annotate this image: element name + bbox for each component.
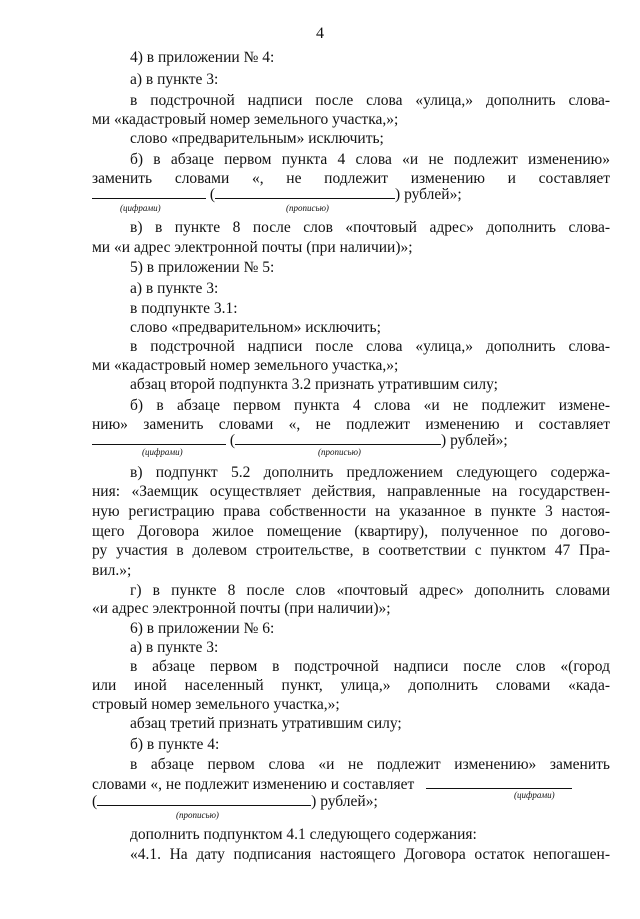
text-line: в) в пункте 8 после слов «почтовый адрес» дополнить слова- bbox=[130, 219, 610, 236]
text-line: слово «предварительным» исключить; bbox=[130, 130, 384, 147]
text-line: ми «и адрес электронной почты (при наличии)»; bbox=[92, 239, 413, 256]
text-line: а) в пункте 3: bbox=[130, 71, 219, 88]
text-line: или иной населенный пункт, улица,» дополнить словами «када- bbox=[92, 677, 610, 694]
text-fragment: ) рублей»; bbox=[395, 186, 462, 203]
text-line: в подпункте 3.1: bbox=[130, 300, 238, 317]
caption-words: (прописью) bbox=[318, 447, 361, 457]
caption-words: (прописью) bbox=[176, 810, 219, 820]
text-fragment: ) рублей»; bbox=[441, 432, 508, 449]
digits-blank bbox=[426, 774, 572, 789]
text-fragment: ) рублей»; bbox=[311, 793, 378, 810]
digits-blank bbox=[92, 184, 206, 199]
text-line: вил.»; bbox=[92, 562, 132, 579]
text-line: ния: «Заемщик осуществляет действия, направленные на государствен- bbox=[92, 483, 610, 500]
text-line: в) подпункт 5.2 дополнить предложением следующего содержа- bbox=[130, 464, 610, 481]
text-line: ную регистрацию права собственности на указанное в пункте 3 настоя- bbox=[92, 503, 610, 520]
words-blank bbox=[97, 791, 311, 806]
text-line: «и адрес электронной почты (при наличии)»; bbox=[92, 600, 391, 617]
text-line: 4) в приложении № 4: bbox=[130, 49, 275, 66]
text-line: ру участия в долевом строительстве, в соответствии с пунктом 47 Пра- bbox=[92, 542, 610, 559]
text-fragment: ( bbox=[92, 793, 98, 810]
text-fragment: ( bbox=[209, 186, 216, 203]
text-line: стровый номер земельного участка,»; bbox=[92, 696, 340, 713]
text-line: 5) в приложении № 5: bbox=[130, 259, 275, 276]
words-blank bbox=[235, 430, 441, 445]
caption-digits: (цифрами) bbox=[120, 203, 161, 213]
digits-blank bbox=[92, 430, 226, 445]
text-line: абзац третий признать утратившим силу; bbox=[130, 715, 402, 732]
text-line: в абзаце первом в подстрочной надписи после слов «(город bbox=[130, 658, 610, 675]
caption-digits: (цифрами) bbox=[142, 447, 183, 457]
caption-digits: (цифрами) bbox=[514, 790, 555, 800]
text-line: дополнить подпунктом 4.1 следующего содержания: bbox=[130, 826, 477, 843]
text-line: в подстрочной надписи после слова «улица,» дополнить слова- bbox=[130, 338, 610, 355]
caption-words: (прописью) bbox=[286, 203, 329, 213]
blank-fill-line bbox=[92, 184, 610, 205]
text-line: а) в пункте 3: bbox=[130, 639, 219, 656]
text-line: «4.1. На дату подписания настоящего Договора остаток непогашен- bbox=[130, 846, 610, 863]
text-line: в абзаце первом слова «и не подлежит изменению» заменить bbox=[130, 756, 610, 773]
text-line: нию» заменить словами «, не подлежит изменению и составляет bbox=[92, 416, 610, 433]
text-line: заменить словами «, не подлежит изменению и составляет bbox=[92, 170, 610, 187]
text-line: б) в пункте 4: bbox=[130, 736, 220, 753]
text-line: ми «кадастровый номер земельного участка,»; bbox=[92, 111, 399, 128]
text-line: б) в абзаце первом пункта 4 слова «и не подлежит измене- bbox=[130, 397, 610, 414]
page-number: 4 bbox=[316, 25, 324, 42]
text-line: слово «предварительном» исключить; bbox=[130, 319, 381, 336]
text-line: 6) в приложении № 6: bbox=[130, 620, 275, 637]
text-line: в подстрочной надписи после слова «улица,» дополнить слова- bbox=[130, 92, 610, 109]
text-line: а) в пункте 3: bbox=[130, 280, 219, 297]
text-line: щего Договора жилое помещение (квартиру), полученное по догово- bbox=[92, 523, 610, 540]
blank-fill-line bbox=[92, 791, 610, 812]
text-line: б) в абзаце первом пункта 4 слова «и не подлежит изменению» bbox=[130, 151, 610, 168]
text-line: г) в пункте 8 после слов «почтовый адрес» дополнить словами bbox=[130, 582, 610, 599]
words-blank bbox=[215, 184, 395, 199]
text-fragment: ( bbox=[229, 432, 236, 449]
text-line: ми «кадастровый номер земельного участка,»; bbox=[92, 357, 399, 374]
text-line: абзац второй подпункта 3.2 признать утратившим силу; bbox=[130, 376, 498, 393]
text-fragment: словами «, не подлежит изменению и составляет bbox=[92, 776, 415, 793]
